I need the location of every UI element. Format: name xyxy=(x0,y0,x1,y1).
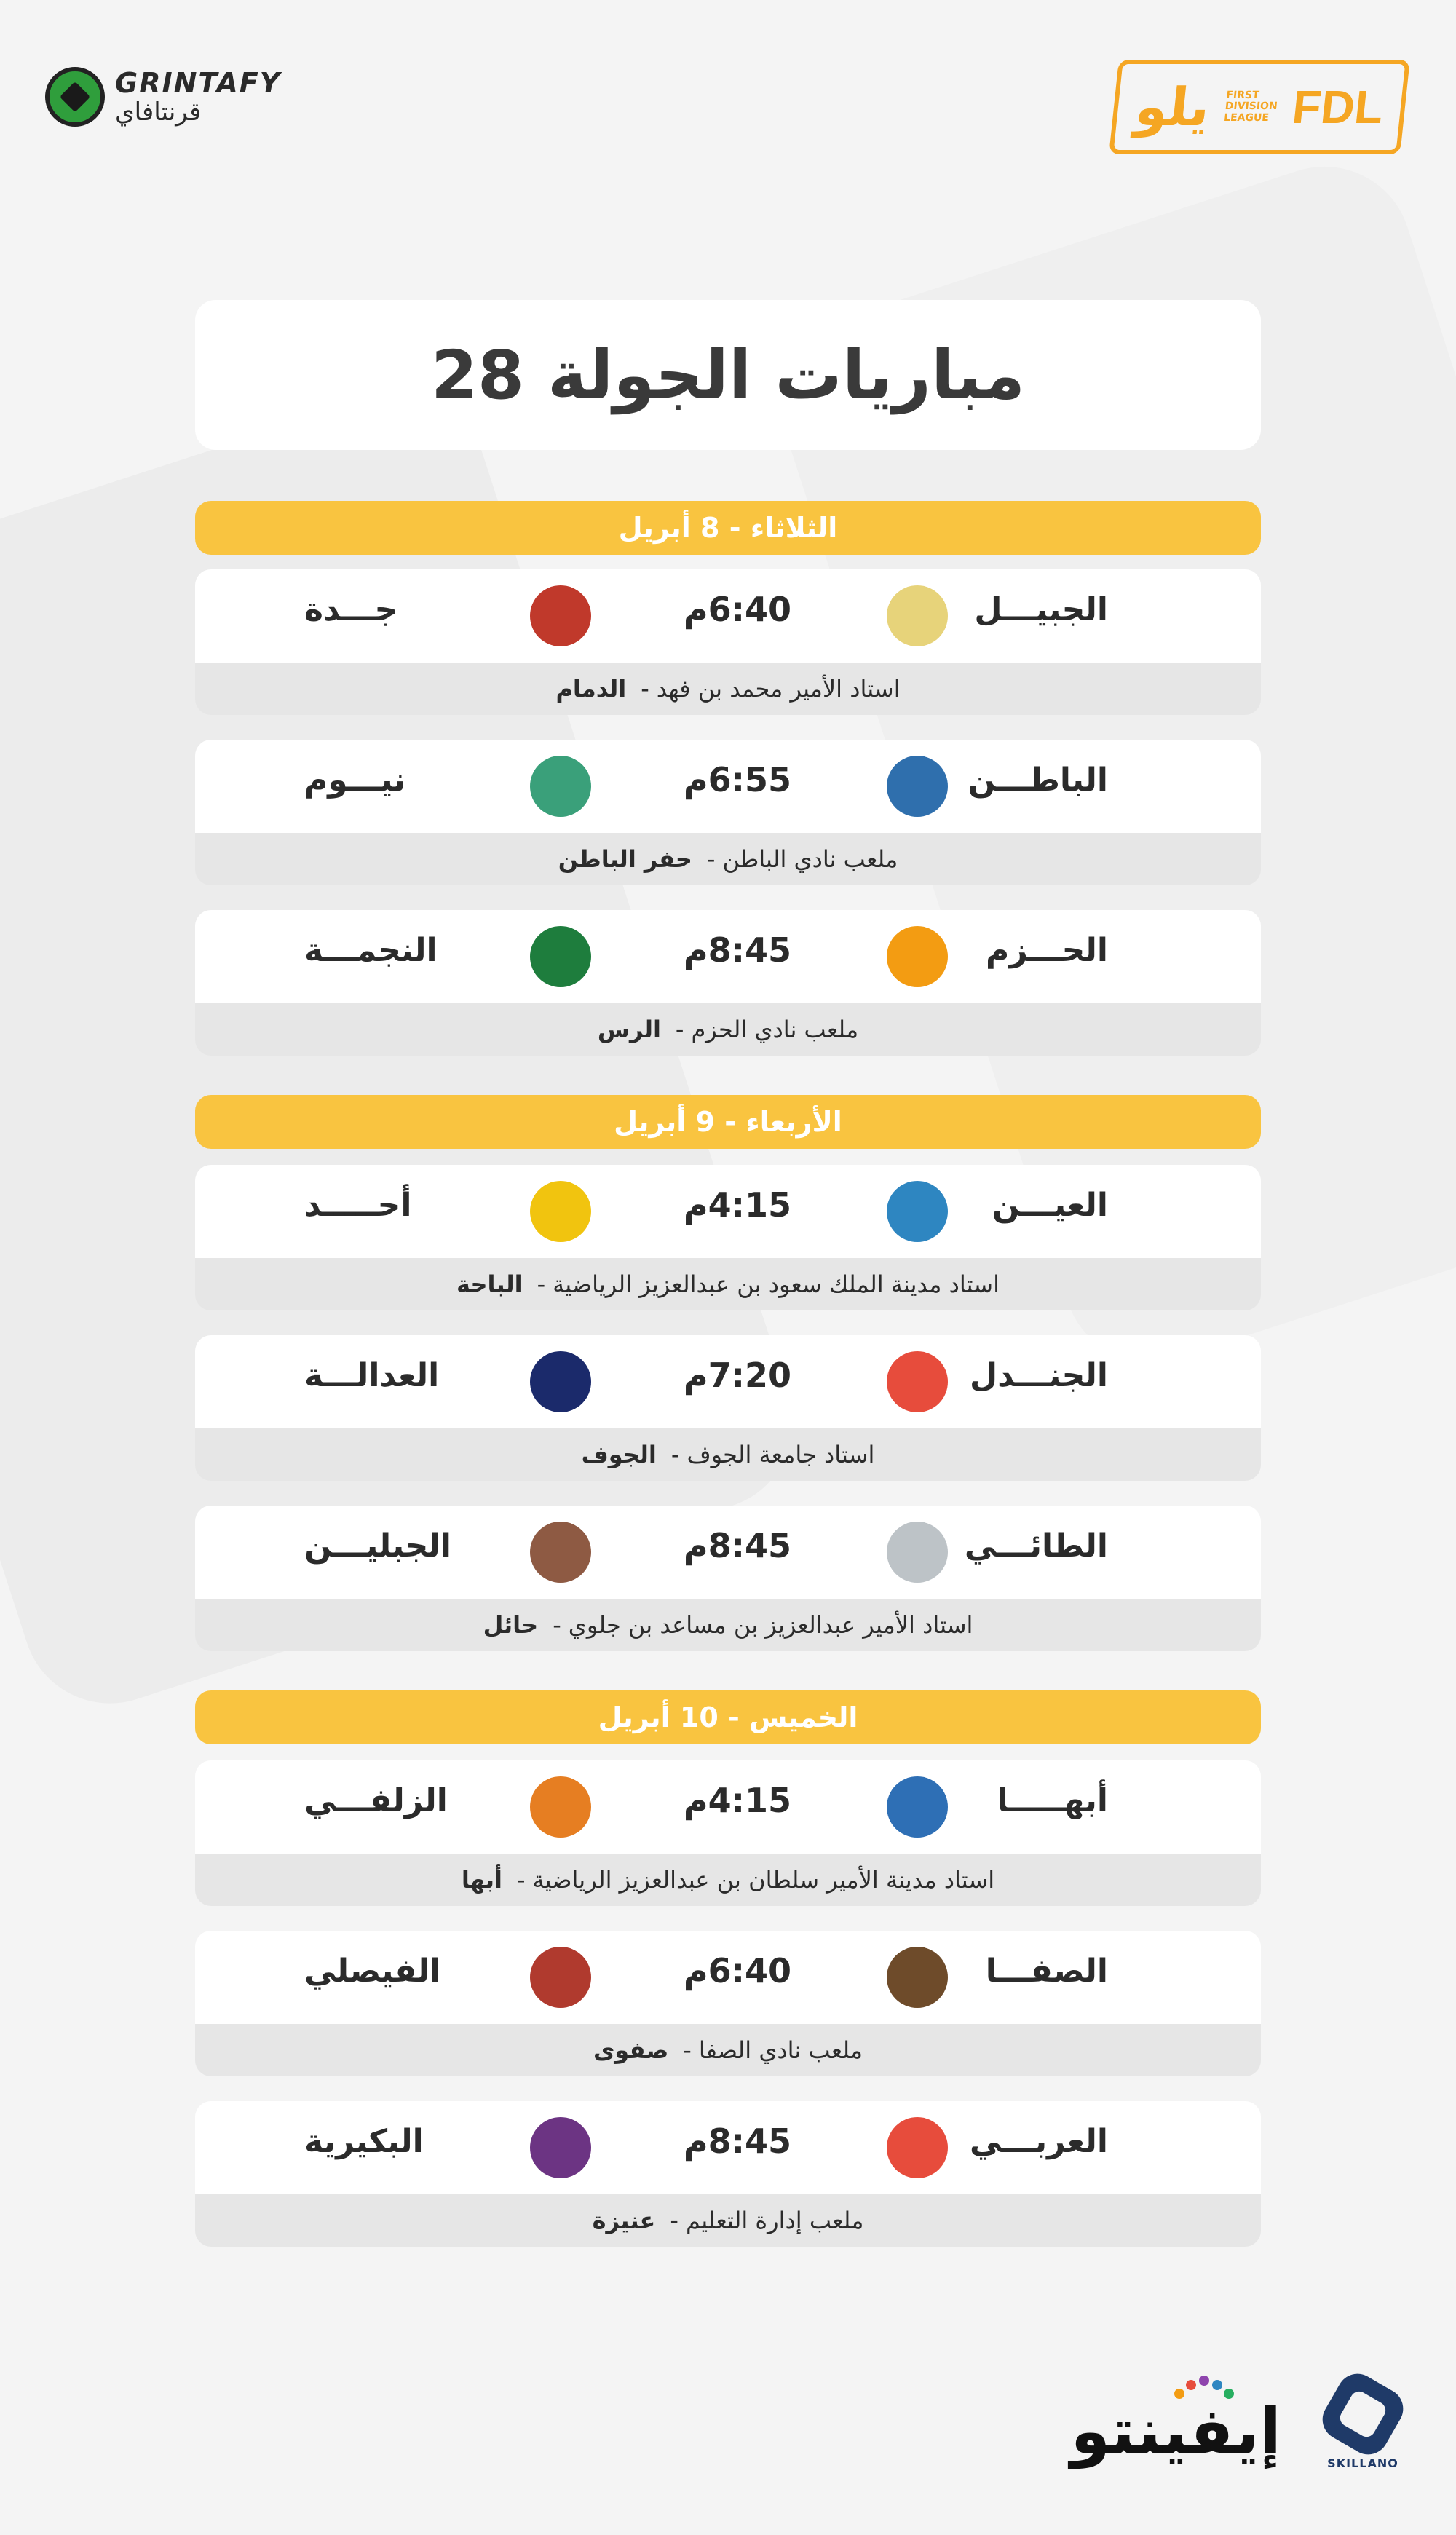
match-time: 6:40م xyxy=(683,590,792,629)
home-team-logo-icon xyxy=(887,756,948,817)
match-venue xyxy=(195,2024,1261,2076)
home-team-name: أبهـــــا xyxy=(997,1782,1108,1819)
venue-name: استاد مدينة الملك سعود بن عبدالعزيز الرياضية xyxy=(553,1270,1000,1298)
match-teams xyxy=(195,1165,1261,1258)
home-team-logo-icon xyxy=(887,585,948,646)
away-team-logo-icon xyxy=(530,756,591,817)
skillano-mark-icon xyxy=(1315,2366,1410,2461)
venue-name: استاد الأمير عبدالعزيز بن مساعد بن جلوي xyxy=(568,1611,973,1639)
match-card[interactable] xyxy=(195,1506,1261,1651)
venue-separator: - xyxy=(641,675,649,703)
match-venue xyxy=(195,663,1261,715)
venue-name: ملعب نادي الحزم xyxy=(691,1016,859,1043)
match-card[interactable] xyxy=(195,740,1261,885)
match-card[interactable] xyxy=(195,910,1261,1056)
home-team-name: العيـــن xyxy=(992,1187,1108,1224)
away-team-logo-icon xyxy=(530,926,591,987)
match-venue xyxy=(195,1258,1261,1310)
away-team-name: أحـــــد xyxy=(304,1187,412,1224)
match-time: 6:55م xyxy=(683,760,792,799)
match-card[interactable] xyxy=(195,569,1261,715)
fdl-name-ar: يلو xyxy=(1132,76,1213,138)
title-card xyxy=(195,300,1261,450)
home-team-name: الصفـــا xyxy=(985,1953,1108,1990)
venue-city: الجوف xyxy=(581,1441,657,1468)
home-team-logo-icon xyxy=(887,1776,948,1838)
match-time: 6:40م xyxy=(683,1951,792,1990)
day-label: الخميس - 10 أبريل xyxy=(598,1701,858,1733)
venue-city: صفوى xyxy=(593,2036,669,2064)
home-team-logo-icon xyxy=(887,2117,948,2178)
away-team-logo-icon xyxy=(530,1351,591,1412)
venue-separator: - xyxy=(553,1611,561,1639)
venue-city: حائل xyxy=(483,1611,539,1639)
venue-city: أبها xyxy=(461,1866,502,1894)
match-teams xyxy=(195,910,1261,1003)
fdl-subtitle-line: FIRST xyxy=(1225,89,1260,101)
match-venue xyxy=(195,833,1261,885)
home-team-name: العربـــي xyxy=(970,2123,1108,2160)
match-time: 4:15م xyxy=(683,1781,792,1820)
fdl-subtitle-line: LEAGUE xyxy=(1223,111,1270,124)
match-time: 8:45م xyxy=(683,930,792,970)
match-card[interactable] xyxy=(195,1335,1261,1481)
match-venue xyxy=(195,2194,1261,2247)
match-card[interactable] xyxy=(195,1931,1261,2076)
match-teams xyxy=(195,1335,1261,1428)
home-team-name: الجبيـــل xyxy=(974,591,1108,628)
venue-separator: - xyxy=(683,2036,692,2064)
away-team-logo-icon xyxy=(530,585,591,646)
away-team-name: الفيصلي xyxy=(304,1953,441,1990)
venue-name: ملعب نادي الصفا xyxy=(698,2036,863,2064)
match-teams xyxy=(195,740,1261,833)
venue-city: الدمام xyxy=(555,675,627,703)
match-venue xyxy=(195,1854,1261,1906)
fdl-logo[interactable] xyxy=(1109,60,1410,154)
header xyxy=(0,0,1456,189)
page-title: مباريات الجولة 28 xyxy=(430,336,1026,414)
day-header xyxy=(195,1095,1261,1149)
match-card[interactable] xyxy=(195,1760,1261,1906)
grintafy-logo[interactable] xyxy=(45,67,281,127)
match-teams xyxy=(195,2101,1261,2194)
fdl-subtitle xyxy=(1223,90,1279,124)
match-venue xyxy=(195,1428,1261,1481)
match-time: 8:45م xyxy=(683,2121,792,2161)
away-team-logo-icon xyxy=(530,1776,591,1838)
match-teams xyxy=(195,1760,1261,1854)
match-card[interactable] xyxy=(195,2101,1261,2247)
away-team-name: الزلفـــي xyxy=(304,1782,448,1819)
grintafy-wordmark xyxy=(115,67,282,127)
day-label: الأربعاء - 9 أبريل xyxy=(614,1106,842,1138)
match-time: 4:15م xyxy=(683,1185,792,1225)
away-team-name: البكيرية xyxy=(304,2123,424,2160)
brand-name-en: GRINTAFY xyxy=(115,67,282,99)
day-header xyxy=(195,501,1261,555)
home-team-logo-icon xyxy=(887,1947,948,2008)
skillano-text: SKILLANO xyxy=(1327,2456,1398,2470)
skillano-logo[interactable] xyxy=(1319,2379,1406,2470)
venue-name: استاد مدينة الأمير سلطان بن عبدالعزيز الرياضية xyxy=(532,1866,995,1894)
match-teams xyxy=(195,1931,1261,2024)
home-team-name: الجنـــدل xyxy=(970,1357,1108,1394)
match-teams xyxy=(195,569,1261,663)
venue-name: ملعب إدارة التعليم xyxy=(685,2207,864,2234)
venue-name: استاد الأمير محمد بن فهد xyxy=(656,675,901,703)
venue-separator: - xyxy=(670,1441,680,1468)
venue-city: عنيزة xyxy=(592,2207,656,2234)
venue-separator: - xyxy=(537,1270,546,1298)
venue-name: استاد جامعة الجوف xyxy=(687,1441,875,1468)
evento-logo[interactable]: إيفينتو xyxy=(1070,2394,1281,2469)
away-team-logo-icon xyxy=(530,2117,591,2178)
footer xyxy=(0,2359,1456,2535)
away-team-name: جـــدة xyxy=(304,591,398,628)
away-team-name: نيـــوم xyxy=(304,762,406,799)
away-team-logo-icon xyxy=(530,1522,591,1583)
day-label: الثلاثاء - 8 أبريل xyxy=(618,512,838,544)
away-team-name: النجمـــة xyxy=(304,932,438,969)
brand-name-ar: قرنتافاي xyxy=(115,98,202,127)
away-team-name: العدالـــة xyxy=(304,1357,440,1394)
home-team-name: الحـــزم xyxy=(985,932,1108,969)
venue-separator: - xyxy=(675,1016,684,1043)
match-venue xyxy=(195,1003,1261,1056)
match-time: 8:45م xyxy=(683,1526,792,1565)
venue-city: الرس xyxy=(597,1016,661,1043)
fdl-subtitle-line: DIVISION xyxy=(1224,100,1278,113)
venue-name: ملعب نادي الباطن xyxy=(722,845,898,873)
away-team-name: الجبليـــن xyxy=(304,1527,451,1565)
home-team-logo-icon xyxy=(887,1522,948,1583)
away-team-logo-icon xyxy=(530,1947,591,2008)
home-team-logo-icon xyxy=(887,926,948,987)
venue-city: حفر الباطن xyxy=(558,845,692,873)
venue-separator: - xyxy=(517,1866,526,1894)
day-header xyxy=(195,1690,1261,1744)
match-venue xyxy=(195,1599,1261,1651)
fdl-name-en: FDL xyxy=(1289,81,1386,133)
away-team-logo-icon xyxy=(530,1181,591,1242)
home-team-logo-icon xyxy=(887,1351,948,1412)
home-team-name: الباطـــن xyxy=(968,762,1108,799)
football-icon xyxy=(45,67,105,127)
venue-city: الباحة xyxy=(456,1270,523,1298)
home-team-logo-icon xyxy=(887,1181,948,1242)
match-time: 7:20م xyxy=(683,1356,792,1395)
venue-separator: - xyxy=(706,845,716,873)
match-teams xyxy=(195,1506,1261,1599)
venue-separator: - xyxy=(670,2207,678,2234)
match-card[interactable] xyxy=(195,1165,1261,1310)
home-team-name: الطائـــي xyxy=(964,1527,1108,1565)
